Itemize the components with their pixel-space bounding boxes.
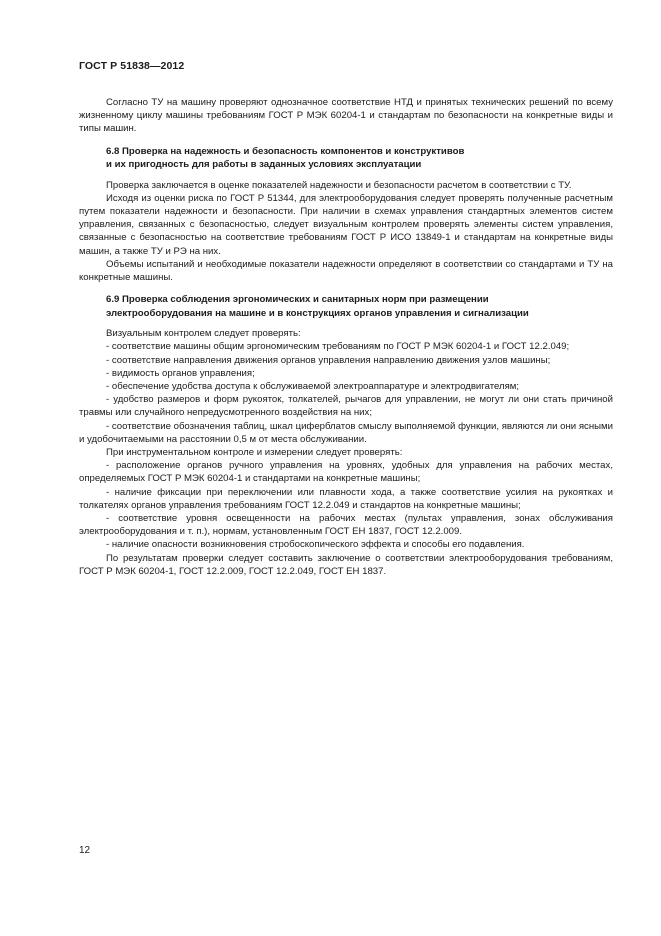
list-item: - видимость органов управления; — [106, 367, 255, 379]
list-item: - наличие фиксации при переключении или плавности хода, а также соответствие усилия на рукоятках и толкателях органов управления требованиям ГОСТ 12.2.049 и стандартов на конкретные машины; — [79, 486, 613, 511]
list-item: - обеспечение удобства доступа к обслуживаемой электроаппаратуре и электродвигателям; — [106, 381, 520, 393]
list-item: - удобство размеров и форм рукояток, толкателей, рычагов для управлении, не могут ли они стать причиной травмы или случайного непредусмотренного воздействия на них; — [79, 394, 613, 419]
paragraph: Визуальным контролем следует проверять: — [106, 328, 301, 340]
intro-paragraph: Согласно ТУ на машину проверяют однозначное соответствие НТД и принятых технических решений по всему жизненному циклу машины требованиям ГОСТ Р МЭК 60204-1 и стандартам по безопасности на конкретные виды и типы машин. — [79, 97, 613, 135]
paragraph: Проверка заключается в оценке показателей надежности и безопасности расчетом в соответствии с ТУ. — [106, 179, 572, 191]
paragraph: Исходя из оценки риска по ГОСТ Р 51344, для электрооборудования следует проверять полученные расчетным путем показатели надежности и безопасности. При наличии в схемах управления стандартных элементов систем управления, связанных с безопасностью, следует визуальным контролем проверять элементы систем управления, связанные с безопасностью на соответствие требованиям ГОСТ Р ИСО 13849-1 и стандартам на конкретные виды машин, а также ТУ и РЭ на них. — [79, 192, 613, 257]
list-item: - расположение органов ручного управления на уровнях, удобных для управления на рабочих местах, определяемых ГОСТ Р МЭК 60204-1 и стандартами на конкретные машины; — [79, 460, 613, 485]
section-6-9-heading — [79, 293, 613, 320]
section-6-9-title-line2: электрооборудования на машине и в конструкциях органов управления и сигнализации — [106, 307, 529, 319]
section-6-9-title-line1: 6.9 Проверка соблюдения эргономических и санитарных норм при размещении — [106, 294, 489, 306]
list-item: - соответствие обозначения таблиц, шкал циферблатов смыслу выполняемой функции, являются ли они ясными и удобочитаемыми на расстоянии 0,5 м от места обслуживании. — [79, 420, 613, 445]
paragraph: Объемы испытаний и необходимые показатели надежности определяют в соответствии со стандартами и ТУ на конкретные машины. — [79, 258, 613, 284]
section-6-8-title-line2: и их пригодность для работы в заданных условиях эксплуатации — [106, 159, 422, 171]
list-item: - наличие опасности возникновения стробоскопического эффекта и способы его подавления. — [106, 539, 525, 551]
page-number: 12 — [79, 845, 91, 856]
page-content — [79, 96, 613, 578]
section-6-8-title-line1: 6.8 Проверка на надежность и безопасность компонентов и конструктивов — [106, 145, 465, 157]
paragraph: По результатам проверки следует составить заключение о соответствии электрооборудования требованиям, ГОСТ Р МЭК 60204-1, ГОСТ 12.2.009, ГОСТ 12.2.049, ГОСТ ЕН 1837. — [79, 552, 613, 577]
paragraph: При инструментальном контроле и измерении следует проверять: — [106, 447, 403, 459]
section-6-8-heading — [79, 145, 613, 172]
list-item: - соответствие уровня освещенности на рабочих местах (пультах управления, зонах обслуживания электрооборудования и т. п.), нормам, установленным ГОСТ ЕН 1837, ГОСТ 12.2.009. — [79, 513, 613, 538]
list-item: - соответствие машины общим эргономическим требованиям по ГОСТ Р МЭК 60204-1 и ГОСТ 12.2.049; — [106, 341, 570, 353]
list-item: - соответствие направления движения органов управления направлению движения узлов машины; — [106, 354, 551, 366]
standard-code-header: ГОСТ Р 51838—2012 — [79, 60, 185, 72]
